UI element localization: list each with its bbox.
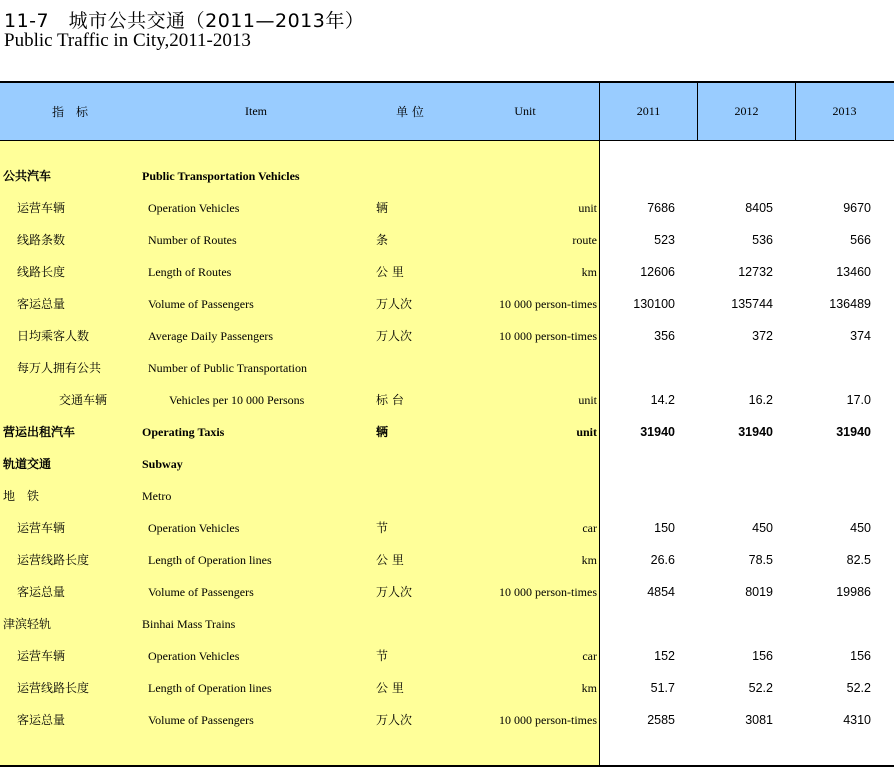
row-unit-cn: 万人次: [376, 329, 413, 343]
row-label-en: Length of Operation lines: [148, 681, 272, 695]
table-row: [0, 448, 894, 480]
row-value-2013: 566: [850, 233, 871, 247]
row-unit-en: 10 000 person-times: [499, 297, 597, 311]
row-label-cn: 日均乘客人数: [17, 329, 90, 343]
header-year-2013: 2013: [832, 104, 857, 118]
header-divider: [795, 83, 796, 140]
table-row: [0, 544, 894, 576]
row-value-2012: 372: [752, 329, 773, 343]
row-label-en: Number of Public Transportation: [148, 361, 307, 375]
row-value-2013: 450: [850, 521, 871, 535]
header-divider: [599, 83, 600, 140]
row-value-2011: 51.7: [650, 681, 675, 695]
row-label-cn: 营运出租汽车: [3, 425, 76, 439]
row-unit-cn: 标 台: [376, 393, 404, 407]
row-unit-en: car: [582, 649, 597, 663]
row-label-en: Binhai Mass Trains: [142, 617, 236, 631]
row-label-en: Public Transportation Vehicles: [142, 169, 300, 183]
row-label-cn: 运营车辆: [17, 201, 66, 215]
table-row: [0, 288, 894, 320]
table-row: [0, 320, 894, 352]
row-label-cn: 每万人拥有公共: [17, 361, 102, 375]
row-label-cn: 客运总量: [17, 585, 66, 599]
row-label-en: Number of Routes: [148, 233, 237, 247]
row-value-2012: 450: [752, 521, 773, 535]
header-item: Item: [245, 104, 267, 118]
row-label-cn: 运营线路长度: [17, 553, 90, 567]
row-label-en: Operation Vehicles: [148, 201, 240, 215]
row-unit-en: 10 000 person-times: [499, 585, 597, 599]
row-value-2013: 31940: [836, 425, 871, 439]
header-year-2011: 2011: [636, 104, 661, 118]
row-value-2012: 52.2: [748, 681, 773, 695]
row-unit-cn: 公 里: [376, 681, 404, 695]
table-row: [0, 512, 894, 544]
table-row: [0, 480, 894, 512]
table-row: [0, 704, 894, 736]
row-unit-cn: 条: [376, 233, 389, 247]
row-label-en: Operation Vehicles: [148, 521, 240, 535]
row-label-cn: 公共汽车: [3, 169, 52, 183]
row-label-en: Volume of Passengers: [148, 297, 254, 311]
row-unit-cn: 节: [376, 649, 389, 663]
table-row: [0, 416, 894, 448]
row-value-2013: 156: [850, 649, 871, 663]
table-row: [0, 384, 894, 416]
row-value-2011: 7686: [647, 201, 675, 215]
row-value-2013: 9670: [843, 201, 871, 215]
row-unit-en: car: [582, 521, 597, 535]
row-unit-cn: 辆: [376, 425, 389, 439]
row-label-cn: 运营车辆: [17, 521, 66, 535]
row-unit-en: 10 000 person-times: [499, 713, 597, 727]
row-label-cn: 轨道交通: [3, 457, 52, 471]
row-value-2012: 156: [752, 649, 773, 663]
row-value-2011: 2585: [647, 713, 675, 727]
table-row: [0, 192, 894, 224]
row-label-en: Operating Taxis: [142, 425, 225, 439]
row-label-cn: 线路条数: [17, 233, 66, 247]
row-value-2011: 152: [654, 649, 675, 663]
row-value-2011: 356: [654, 329, 675, 343]
table-row: [0, 256, 894, 288]
row-label-cn: 运营车辆: [17, 649, 66, 663]
row-unit-cn: 节: [376, 521, 389, 535]
row-label-cn: 客运总量: [17, 297, 66, 311]
row-value-2011: 150: [654, 521, 675, 535]
row-value-2013: 17.0: [846, 393, 871, 407]
table-row: [0, 224, 894, 256]
row-unit-en: unit: [578, 393, 597, 407]
row-value-2013: 4310: [843, 713, 871, 727]
row-value-2012: 12732: [738, 265, 773, 279]
row-label-en: Subway: [142, 457, 183, 471]
row-label-cn: 运营线路长度: [17, 681, 90, 695]
row-label-en: Length of Routes: [148, 265, 232, 279]
row-value-2011: 14.2: [650, 393, 675, 407]
row-label-cn: 津滨轻轨: [3, 617, 52, 631]
row-label-cn: 客运总量: [17, 713, 66, 727]
row-value-2012: 78.5: [748, 553, 773, 567]
row-value-2011: 12606: [640, 265, 675, 279]
row-unit-cn: 万人次: [376, 297, 413, 311]
header-year-2012: 2012: [734, 104, 759, 118]
row-value-2013: 13460: [836, 265, 871, 279]
row-label-en: Operation Vehicles: [148, 649, 240, 663]
row-label-en: Volume of Passengers: [148, 713, 254, 727]
row-value-2012: 31940: [738, 425, 773, 439]
row-unit-cn: 辆: [376, 201, 389, 215]
header-unit-cn: 单 位: [396, 105, 424, 119]
table-title-english: Public Traffic in City,2011-2013: [4, 30, 251, 51]
row-unit-cn: 万人次: [376, 713, 413, 727]
row-unit-en: route: [572, 233, 597, 247]
row-value-2013: 52.2: [846, 681, 871, 695]
row-label-en: Vehicles per 10 000 Persons: [169, 393, 305, 407]
row-label-en: Length of Operation lines: [148, 553, 272, 567]
table-row: [0, 352, 894, 384]
row-label-cn: 交通车辆: [59, 393, 108, 407]
row-value-2013: 19986: [836, 585, 871, 599]
row-label-en: Average Daily Passengers: [148, 329, 274, 343]
row-value-2011: 31940: [640, 425, 675, 439]
row-value-2012: 8405: [745, 201, 773, 215]
table-row: [0, 160, 894, 192]
header-unit-en: Unit: [514, 104, 536, 118]
row-value-2012: 3081: [745, 713, 773, 727]
row-value-2011: 26.6: [650, 553, 675, 567]
row-value-2012: 8019: [745, 585, 773, 599]
row-unit-cn: 公 里: [376, 553, 404, 567]
table-bottom-rule: [0, 765, 894, 767]
header-divider: [697, 83, 698, 140]
row-unit-cn: 万人次: [376, 585, 413, 599]
row-label-en: Metro: [142, 489, 172, 503]
row-value-2012: 536: [752, 233, 773, 247]
row-value-2011: 130100: [633, 297, 675, 311]
table-title-chinese: 11-7 城市公共交通（2011—2013年）: [4, 10, 365, 32]
row-value-2013: 82.5: [846, 553, 871, 567]
row-label-cn: 线路长度: [17, 265, 66, 279]
row-unit-en: km: [581, 681, 597, 695]
header-indicator: 指 标: [51, 105, 88, 119]
row-unit-en: unit: [576, 425, 597, 439]
row-unit-en: km: [581, 553, 597, 567]
row-value-2011: 523: [654, 233, 675, 247]
table-header: [0, 83, 894, 141]
table-row: [0, 608, 894, 640]
row-unit-cn: 公 里: [376, 265, 404, 279]
row-value-2012: 16.2: [748, 393, 773, 407]
table-row: [0, 672, 894, 704]
row-unit-en: km: [581, 265, 597, 279]
table-row: [0, 576, 894, 608]
row-value-2012: 135744: [731, 297, 773, 311]
row-value-2011: 4854: [647, 585, 675, 599]
row-value-2013: 136489: [829, 297, 871, 311]
row-label-en: Volume of Passengers: [148, 585, 254, 599]
table-row: [0, 640, 894, 672]
row-label-cn: 地 铁: [3, 489, 40, 503]
row-value-2013: 374: [850, 329, 871, 343]
row-unit-en: unit: [578, 201, 597, 215]
row-unit-en: 10 000 person-times: [499, 329, 597, 343]
